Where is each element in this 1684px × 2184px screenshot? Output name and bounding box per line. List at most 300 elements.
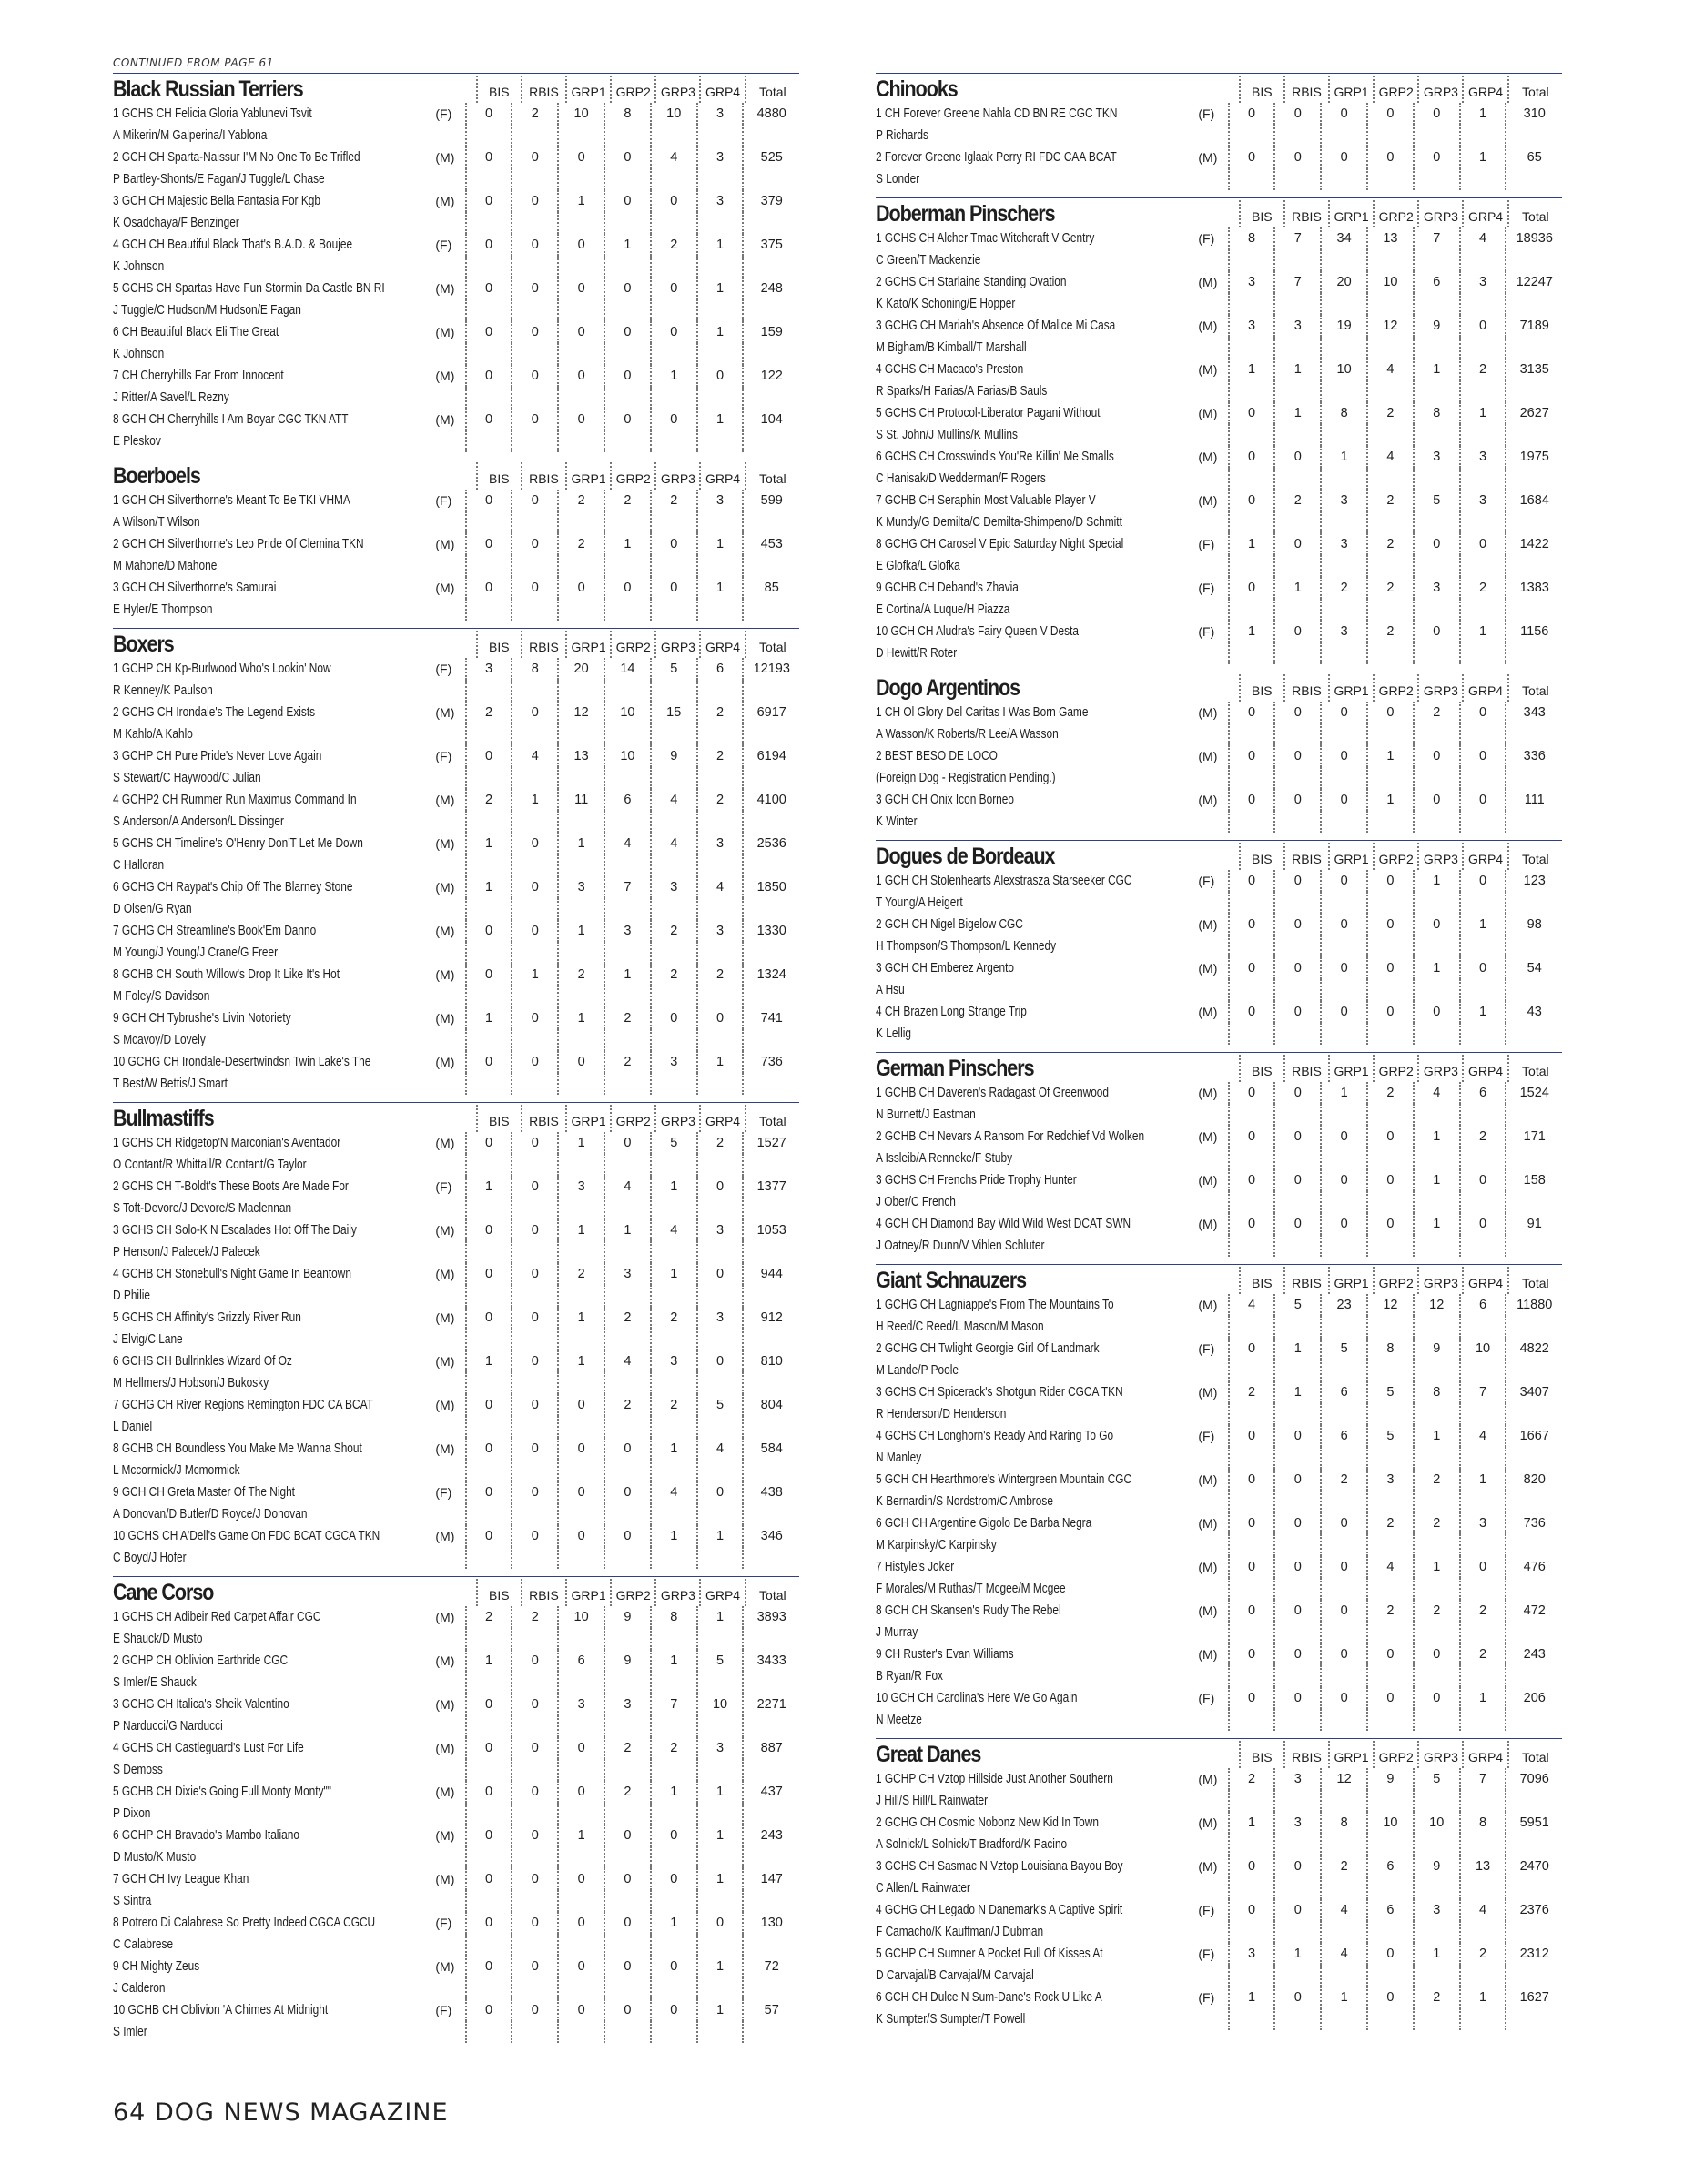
dog-name: 6 GCHG CH Raypat's Chip Off The Blarney Stone bbox=[113, 880, 353, 895]
owners-row bbox=[876, 1622, 1562, 1643]
dog-name-cell bbox=[113, 1828, 435, 1843]
dog-sex: (M) bbox=[435, 1610, 455, 1624]
blank-cell bbox=[650, 299, 696, 321]
blank-cell bbox=[1459, 1578, 1506, 1600]
stat-cell: 2 bbox=[696, 789, 743, 811]
blank-cell bbox=[742, 1416, 799, 1438]
stat-cell: 2 bbox=[1366, 1082, 1413, 1104]
blank-cell bbox=[1366, 1104, 1413, 1126]
dog-name-cell bbox=[876, 1691, 1198, 1705]
stat-cell: 0 bbox=[557, 1051, 604, 1073]
breed-name: Dogues de Bordeaux bbox=[876, 844, 1055, 869]
owners-cell bbox=[113, 1245, 435, 1259]
blank-cell bbox=[742, 387, 799, 409]
dog-sex: (M) bbox=[435, 1310, 455, 1325]
owners-text: C Calabrese bbox=[113, 1937, 174, 1952]
owners-row bbox=[876, 935, 1562, 957]
dog-sex: (F) bbox=[435, 662, 452, 676]
blank-cell bbox=[1459, 1491, 1506, 1512]
dog-name: 7 GCHG CH River Regions Remington FDC CA BCAT bbox=[113, 1398, 373, 1412]
owners-cell bbox=[876, 559, 1198, 573]
dog-name: 4 CH Brazen Long Strange Trip bbox=[876, 1005, 1027, 1019]
blank-cell bbox=[604, 1503, 650, 1525]
blank-cell bbox=[1366, 1877, 1413, 1899]
blank-cell bbox=[1459, 1316, 1506, 1338]
blank-cell bbox=[511, 1285, 557, 1307]
blank-cell bbox=[650, 387, 696, 409]
stat-cell: 2 bbox=[1366, 1600, 1413, 1622]
stat-cell: 0 bbox=[1366, 1943, 1413, 1965]
stat-cell: 1 bbox=[604, 964, 650, 986]
blank-cell bbox=[511, 1073, 557, 1095]
stat-cell: 2 bbox=[511, 1606, 557, 1628]
stat-cell: 4 bbox=[1366, 1556, 1413, 1578]
blank-cell bbox=[1228, 723, 1274, 745]
blank-cell bbox=[696, 1285, 743, 1307]
stat-cell: 13 bbox=[1366, 228, 1413, 249]
stat-cell: 85 bbox=[742, 577, 799, 599]
blank-cell bbox=[1459, 555, 1506, 577]
stat-cell: 0 bbox=[1273, 147, 1320, 168]
stat-cell: 0 bbox=[604, 278, 650, 299]
stat-cell: 3 bbox=[1320, 621, 1366, 642]
dog-row bbox=[876, 402, 1562, 424]
owners-text: E Glofka/L Glofka bbox=[876, 559, 960, 573]
dog-row bbox=[876, 1126, 1562, 1148]
blank-cell bbox=[511, 1029, 557, 1051]
owners-row bbox=[113, 1672, 799, 1694]
owners-cell bbox=[113, 1806, 435, 1821]
blank-cell bbox=[1413, 1316, 1459, 1338]
stat-cell: 3 bbox=[557, 876, 604, 898]
stat-cell: 1053 bbox=[742, 1219, 799, 1241]
stat-cell: 3 bbox=[1228, 315, 1274, 337]
blank-cell bbox=[1459, 1023, 1506, 1045]
stat-cell: 0 bbox=[465, 147, 512, 168]
stat-cell: 0 bbox=[1273, 1001, 1320, 1023]
blank-cell bbox=[511, 430, 557, 452]
dog-row bbox=[876, 1294, 1562, 1316]
dog-row bbox=[113, 1007, 799, 1029]
owners-cell bbox=[876, 128, 1198, 143]
blank-cell bbox=[742, 1241, 799, 1263]
stat-cell: 0 bbox=[650, 1868, 696, 1890]
stat-cell: 0 bbox=[511, 365, 557, 387]
stat-cell: 7 bbox=[1273, 271, 1320, 293]
dog-row bbox=[876, 957, 1562, 979]
owners-row bbox=[876, 1360, 1562, 1381]
dog-name-cell bbox=[876, 1772, 1198, 1786]
blank-cell bbox=[1459, 511, 1506, 533]
stat-cell: 4 bbox=[696, 876, 743, 898]
dog-row bbox=[113, 745, 799, 767]
owners-cell bbox=[876, 1582, 1198, 1596]
stat-cell: 0 bbox=[465, 964, 512, 986]
blank-cell bbox=[465, 212, 512, 234]
owners-text: S Londer bbox=[876, 172, 920, 187]
dog-sex: (M) bbox=[1198, 1560, 1218, 1574]
breed-header-row bbox=[876, 674, 1562, 702]
owners-cell bbox=[876, 172, 1198, 187]
dog-sex: (M) bbox=[435, 705, 455, 720]
dog-row bbox=[876, 1082, 1562, 1104]
stat-cell: 4 bbox=[511, 745, 557, 767]
owners-text: C Allen/L Rainwater bbox=[876, 1881, 970, 1896]
blank-cell bbox=[604, 1846, 650, 1868]
dog-sex: (M) bbox=[435, 836, 455, 851]
blank-cell bbox=[511, 1672, 557, 1694]
blank-cell bbox=[1320, 723, 1366, 745]
blank-cell bbox=[1413, 1921, 1459, 1943]
column-header: GRP2 bbox=[1373, 1741, 1417, 1768]
dog-sex: (M) bbox=[435, 1741, 455, 1755]
stat-cell: 1 bbox=[1413, 1213, 1459, 1235]
stat-cell: 2 bbox=[1413, 1512, 1459, 1534]
stat-cell: 9 bbox=[604, 1606, 650, 1628]
blank-cell bbox=[1320, 293, 1366, 315]
blank-cell bbox=[1366, 1790, 1413, 1812]
stat-cell: 1 bbox=[1459, 147, 1506, 168]
stat-cell: 2 bbox=[650, 1737, 696, 1759]
blank-cell bbox=[1366, 1665, 1413, 1687]
blank-cell bbox=[1505, 555, 1562, 577]
stat-cell: 2627 bbox=[1505, 402, 1562, 424]
blank-cell bbox=[1505, 1447, 1562, 1469]
dog-name: 4 GCHS CH Macaco's Preston bbox=[876, 362, 1024, 377]
stat-cell: 0 bbox=[465, 1825, 512, 1846]
blank-cell bbox=[465, 1934, 512, 1956]
blank-cell bbox=[696, 599, 743, 621]
blank-cell bbox=[696, 1329, 743, 1350]
dog-name-cell bbox=[876, 1903, 1198, 1917]
stat-cell: 0 bbox=[557, 1912, 604, 1934]
stat-cell: 0 bbox=[1273, 1425, 1320, 1447]
stat-cell: 2 bbox=[650, 920, 696, 942]
blank-cell bbox=[1413, 125, 1459, 147]
blank-cell bbox=[1320, 1578, 1366, 1600]
blank-cell bbox=[465, 1890, 512, 1912]
blank-cell bbox=[650, 1890, 696, 1912]
stat-cell: 7 bbox=[1273, 228, 1320, 249]
blank-cell bbox=[1320, 642, 1366, 664]
dog-sex: (M) bbox=[1198, 1603, 1218, 1618]
breed-name: Chinooks bbox=[876, 76, 958, 102]
blank-cell bbox=[742, 1029, 799, 1051]
owners-cell bbox=[876, 1195, 1198, 1209]
dog-name: 3 GCHS CH Frenchs Pride Trophy Hunter bbox=[876, 1173, 1077, 1188]
blank-cell bbox=[696, 1547, 743, 1569]
blank-cell bbox=[1320, 1316, 1366, 1338]
stat-cell: 14 bbox=[604, 658, 650, 680]
blank-cell bbox=[650, 986, 696, 1007]
dog-name-cell bbox=[113, 1610, 435, 1624]
owners-row bbox=[876, 337, 1562, 359]
blank-cell bbox=[557, 1503, 604, 1525]
owners-row bbox=[113, 1890, 799, 1912]
blank-cell bbox=[1366, 125, 1413, 147]
dog-sex: (F) bbox=[1198, 1691, 1215, 1705]
blank-cell bbox=[1273, 979, 1320, 1001]
blank-cell bbox=[465, 430, 512, 452]
dog-sex: (M) bbox=[435, 1011, 455, 1026]
owners-text: R Sparks/H Farias/A Farias/B Sauls bbox=[876, 384, 1048, 399]
column-header: GRP1 bbox=[1328, 843, 1373, 870]
stat-cell: 7 bbox=[1459, 1768, 1506, 1790]
stat-cell: 2 bbox=[1413, 1600, 1459, 1622]
stat-cell: 23 bbox=[1320, 1294, 1366, 1316]
blank-cell bbox=[1459, 1360, 1506, 1381]
blank-cell bbox=[604, 680, 650, 702]
stat-cell: 0 bbox=[1413, 1001, 1459, 1023]
blank-cell bbox=[1366, 1534, 1413, 1556]
blank-cell bbox=[1273, 935, 1320, 957]
column-header: GRP4 bbox=[699, 631, 744, 658]
blank-cell bbox=[604, 854, 650, 876]
blank-cell bbox=[604, 430, 650, 452]
blank-cell bbox=[1320, 1965, 1366, 1987]
blank-cell bbox=[1228, 511, 1274, 533]
stat-cell: 0 bbox=[604, 321, 650, 343]
breed-header-row bbox=[113, 76, 799, 103]
stat-cell: 0 bbox=[1320, 914, 1366, 935]
dog-row bbox=[113, 1176, 799, 1198]
blank-cell bbox=[1320, 1790, 1366, 1812]
dog-row bbox=[113, 1394, 799, 1416]
blank-cell bbox=[557, 555, 604, 577]
stat-cell: 10 bbox=[696, 1694, 743, 1715]
owners-cell bbox=[876, 1026, 1198, 1041]
owners-row bbox=[876, 1104, 1562, 1126]
blank-cell bbox=[1413, 249, 1459, 271]
stat-cell: 0 bbox=[1228, 870, 1274, 892]
dog-name: 3 GCHP CH Pure Pride's Never Love Again bbox=[113, 749, 322, 763]
blank-cell bbox=[696, 898, 743, 920]
blank-cell bbox=[1320, 1023, 1366, 1045]
owners-text: S Demoss bbox=[113, 1763, 163, 1777]
blank-cell bbox=[1413, 1578, 1459, 1600]
dog-name: 3 GCH CH Silverthorne's Samurai bbox=[113, 581, 277, 595]
stat-cell: 2 bbox=[1366, 490, 1413, 511]
stat-cell: 1 bbox=[650, 1176, 696, 1198]
blank-cell bbox=[557, 299, 604, 321]
stat-cell: 2 bbox=[511, 103, 557, 125]
stat-cell: 0 bbox=[1273, 1169, 1320, 1191]
blank-cell bbox=[1273, 293, 1320, 315]
blank-cell bbox=[1366, 424, 1413, 446]
blank-cell bbox=[465, 811, 512, 833]
blank-cell bbox=[742, 1073, 799, 1095]
stat-cell: 0 bbox=[696, 1912, 743, 1934]
dog-name: 5 GCHP CH Sumner A Pocket Full Of Kisses At bbox=[876, 1946, 1103, 1961]
column-header: GRP1 bbox=[1328, 1267, 1373, 1294]
breed-section bbox=[876, 73, 1562, 190]
stat-cell: 34 bbox=[1320, 228, 1366, 249]
blank-cell bbox=[650, 680, 696, 702]
dog-sex: (F) bbox=[435, 1916, 452, 1930]
owners-text: J Calderon bbox=[113, 1981, 166, 1996]
blank-cell bbox=[742, 986, 799, 1007]
dog-sex: (M) bbox=[435, 1267, 455, 1281]
owners-cell bbox=[113, 1077, 435, 1091]
blank-cell bbox=[1320, 1491, 1366, 1512]
blank-cell bbox=[557, 1934, 604, 1956]
blank-cell bbox=[1273, 2008, 1320, 2030]
dog-row bbox=[876, 702, 1562, 723]
blank-cell bbox=[604, 343, 650, 365]
owners-cell bbox=[876, 340, 1198, 355]
column-header: GRP2 bbox=[1373, 200, 1417, 228]
stat-cell: 0 bbox=[1273, 621, 1320, 642]
dog-sex: (M) bbox=[435, 325, 455, 339]
blank-cell bbox=[1505, 511, 1562, 533]
dog-name: 1 GCHP CH Vztop Hillside Just Another Southern bbox=[876, 1772, 1113, 1786]
stat-cell: 0 bbox=[1320, 789, 1366, 811]
blank-cell bbox=[1459, 979, 1506, 1001]
blank-cell bbox=[557, 125, 604, 147]
stat-cell: 0 bbox=[1320, 1512, 1366, 1534]
dog-sex: (M) bbox=[435, 150, 455, 165]
column-header: GRP3 bbox=[654, 76, 699, 103]
dog-name-cell bbox=[876, 581, 1198, 595]
dog-name-cell bbox=[113, 1011, 435, 1026]
dog-row bbox=[113, 1525, 799, 1547]
dog-row bbox=[113, 789, 799, 811]
stat-cell: 0 bbox=[650, 1956, 696, 1977]
stat-cell: 0 bbox=[1459, 745, 1506, 767]
owners-text: M Hellmers/J Hobson/J Bukosky bbox=[113, 1376, 269, 1390]
blank-cell bbox=[1459, 293, 1506, 315]
owners-text: N Burnett/J Eastman bbox=[876, 1107, 976, 1122]
blank-cell bbox=[1459, 723, 1506, 745]
dog-row bbox=[113, 1956, 799, 1977]
stat-cell: 0 bbox=[1366, 1001, 1413, 1023]
owners-row bbox=[876, 1578, 1562, 1600]
blank-cell bbox=[650, 1329, 696, 1350]
stat-cell: 0 bbox=[1459, 1556, 1506, 1578]
breed-name: Doberman Pinschers bbox=[876, 201, 1055, 227]
blank-cell bbox=[557, 1547, 604, 1569]
blank-cell bbox=[511, 1329, 557, 1350]
stat-cell: 0 bbox=[465, 1525, 512, 1547]
dog-row bbox=[876, 870, 1562, 892]
stat-cell: 1 bbox=[1413, 1556, 1459, 1578]
blank-cell bbox=[1459, 1235, 1506, 1257]
blank-cell bbox=[696, 767, 743, 789]
column-header: GRP3 bbox=[1417, 76, 1462, 103]
dog-name-cell bbox=[876, 493, 1198, 508]
stat-cell: 0 bbox=[1366, 1643, 1413, 1665]
blank-cell bbox=[557, 343, 604, 365]
stat-cell: 1377 bbox=[742, 1176, 799, 1198]
column-header: GRP3 bbox=[1417, 674, 1462, 702]
owners-text: N Manley bbox=[876, 1451, 922, 1465]
dog-sex: (F) bbox=[1198, 1341, 1215, 1356]
blank-cell bbox=[1505, 1403, 1562, 1425]
dog-name-cell bbox=[113, 967, 435, 982]
owners-text: K Mundy/G Demilta/C Demilta-Shimpeno/D Schmitt bbox=[876, 515, 1122, 530]
blank-cell bbox=[465, 680, 512, 702]
stat-cell: 0 bbox=[1273, 1987, 1320, 2008]
blank-cell bbox=[1228, 1235, 1274, 1257]
owners-cell bbox=[876, 814, 1198, 829]
stat-cell: 810 bbox=[742, 1350, 799, 1372]
blank-cell bbox=[511, 299, 557, 321]
blank-cell bbox=[465, 942, 512, 964]
blank-cell bbox=[1413, 1360, 1459, 1381]
owners-cell bbox=[876, 1881, 1198, 1896]
blank-cell bbox=[650, 343, 696, 365]
owners-row bbox=[113, 1547, 799, 1569]
stat-cell: 20 bbox=[1320, 271, 1366, 293]
dog-row bbox=[113, 702, 799, 723]
stat-cell: 343 bbox=[1505, 702, 1562, 723]
dog-sex: (M) bbox=[435, 924, 455, 938]
blank-cell bbox=[1505, 1921, 1562, 1943]
dog-row bbox=[876, 745, 1562, 767]
blank-cell bbox=[465, 854, 512, 876]
stat-cell: 0 bbox=[511, 876, 557, 898]
dog-row bbox=[876, 147, 1562, 168]
stat-cell: 0 bbox=[650, 1999, 696, 2021]
stat-cell: 6 bbox=[1459, 1082, 1506, 1104]
dog-sex: (M) bbox=[435, 967, 455, 982]
blank-cell bbox=[1505, 424, 1562, 446]
stat-cell: 0 bbox=[511, 321, 557, 343]
stat-cell: 0 bbox=[650, 190, 696, 212]
stat-cell: 2 bbox=[557, 490, 604, 511]
stat-cell: 0 bbox=[1228, 577, 1274, 599]
owners-cell bbox=[876, 1107, 1198, 1122]
stat-cell: 11 bbox=[557, 789, 604, 811]
stat-cell: 0 bbox=[465, 1263, 512, 1285]
blank-cell bbox=[1273, 1447, 1320, 1469]
stat-cell: 0 bbox=[465, 1394, 512, 1416]
column-header: GRP4 bbox=[699, 1105, 744, 1132]
blank-cell bbox=[604, 1977, 650, 1999]
blank-cell bbox=[1320, 1104, 1366, 1126]
dog-row bbox=[876, 533, 1562, 555]
stat-cell: 4 bbox=[1459, 1425, 1506, 1447]
owners-cell bbox=[876, 771, 1198, 785]
dog-sex: (F) bbox=[1198, 1990, 1215, 2005]
stat-cell: 3 bbox=[650, 1051, 696, 1073]
stat-cell: 0 bbox=[465, 103, 512, 125]
breed-name: Bullmastiffs bbox=[113, 1106, 214, 1131]
blank-cell bbox=[1228, 1316, 1274, 1338]
dog-name: 3 GCHG CH Italica's Sheik Valentino bbox=[113, 1697, 289, 1712]
blank-cell bbox=[557, 430, 604, 452]
breed-header-row bbox=[113, 1105, 799, 1132]
dog-sex: (F) bbox=[435, 493, 452, 508]
stat-cell: 5 bbox=[1320, 1338, 1366, 1360]
breed-header-row bbox=[876, 1741, 1562, 1768]
dog-name: 5 GCH CH Hearthmore's Wintergreen Mountain CGC bbox=[876, 1472, 1132, 1487]
dog-name: 2 GCH CH Silverthorne's Leo Pride Of Clemina TKN bbox=[113, 537, 364, 551]
stat-cell: 1330 bbox=[742, 920, 799, 942]
blank-cell bbox=[650, 1803, 696, 1825]
stat-cell: 476 bbox=[1505, 1556, 1562, 1578]
blank-cell bbox=[465, 1846, 512, 1868]
blank-cell bbox=[1273, 723, 1320, 745]
blank-cell bbox=[557, 168, 604, 190]
blank-cell bbox=[1320, 1921, 1366, 1943]
dog-sex: (M) bbox=[1198, 275, 1218, 289]
stat-cell: 2 bbox=[557, 964, 604, 986]
dog-sex: (M) bbox=[1198, 793, 1218, 807]
dog-row bbox=[113, 1694, 799, 1715]
blank-cell bbox=[511, 168, 557, 190]
stat-cell: 437 bbox=[742, 1781, 799, 1803]
